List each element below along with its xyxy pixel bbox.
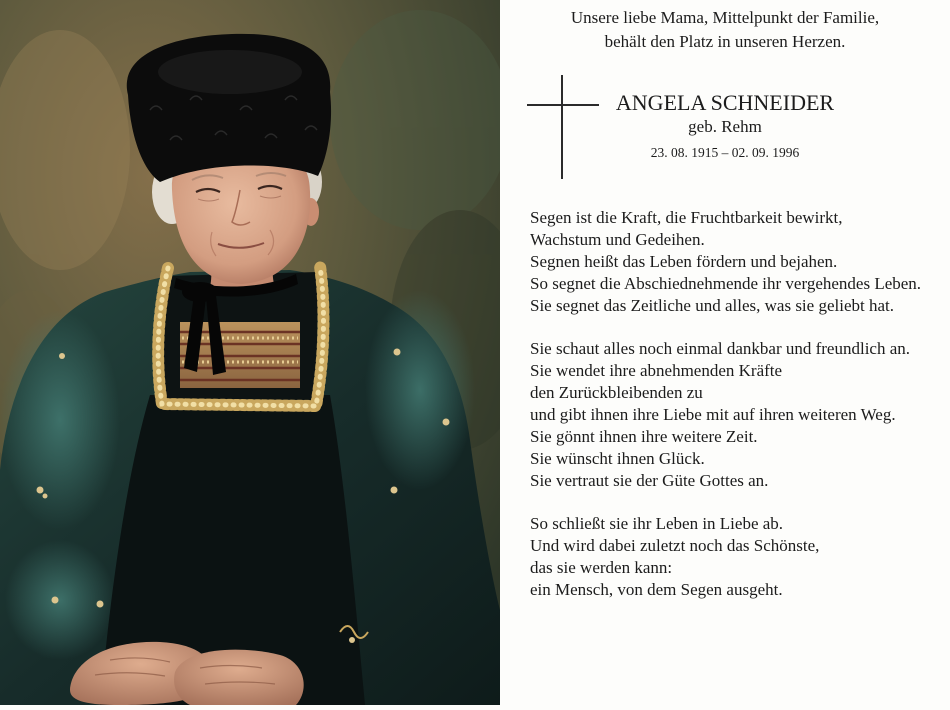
flower-motif	[349, 637, 355, 643]
sleeve-sheen-right	[365, 290, 475, 490]
poem-line: Segen ist die Kraft, die Fruchtbarkeit bewirkt,	[530, 208, 843, 227]
poem-stanza-3	[530, 513, 940, 601]
flower-motif	[43, 494, 48, 499]
flower-motif	[52, 597, 59, 604]
poem-line: Sie vertraut sie der Güte Gottes an.	[530, 471, 769, 490]
flower-motif	[37, 487, 44, 494]
poem-stanza-1	[530, 207, 940, 317]
life-dates: 23. 08. 1915 – 02. 09. 1996	[650, 145, 800, 160]
sleeve-sheen-left	[0, 310, 120, 530]
poem-line: So segnet die Abschiednehmende ihr vergehendes Leben.	[530, 274, 922, 293]
dedication-line-1: Unsere liebe Mama, Mittelpunkt der Familie,	[570, 8, 880, 27]
poem-stanza-2	[530, 338, 940, 492]
poem-line: So schließt sie ihr Leben in Liebe ab.	[530, 514, 784, 533]
dedication	[500, 6, 950, 54]
sleeve-sheen-lower	[5, 540, 115, 660]
poem-line: Sie wendet ihre abnehmenden Kräfte	[530, 361, 783, 380]
poem	[530, 207, 940, 622]
maiden-name: geb. Rehm	[688, 117, 762, 136]
deceased-name: ANGELA SCHNEIDER	[615, 90, 835, 115]
poem-line: Sie gönnt ihnen ihre weitere Zeit.	[530, 427, 758, 446]
poem-line: Sie wünscht ihnen Glück.	[530, 449, 705, 468]
poem-line: Und wird dabei zuletzt noch das Schönste,	[530, 536, 820, 555]
poem-line: das sie werden kann:	[530, 558, 673, 577]
hand-right	[174, 650, 304, 705]
poem-line: und gibt ihnen ihre Liebe mit auf ihren weiteren Weg.	[530, 405, 896, 424]
poem-line: Sie schaut alles noch einmal dankbar und freundlich an.	[530, 339, 911, 358]
poem-line: den Zurückbleibenden zu	[530, 383, 703, 402]
flower-motif	[97, 601, 104, 608]
poem-line: Segnen heißt das Leben fördern und bejahen.	[530, 252, 838, 271]
poem-line: Sie segnet das Zeitliche und alles, was sie geliebt hat.	[530, 296, 894, 315]
poem-line: Wachstum und Gedeihen.	[530, 230, 705, 249]
dedication-line-2: behält den Platz in unseren Herzen.	[604, 32, 846, 51]
poem-line: ein Mensch, von dem Segen ausgeht.	[530, 580, 783, 599]
flower-motif	[59, 353, 65, 359]
flower-motif	[443, 419, 450, 426]
flower-motif	[391, 487, 398, 494]
flower-motif	[394, 349, 401, 356]
fur-hat-highlight	[158, 50, 302, 94]
